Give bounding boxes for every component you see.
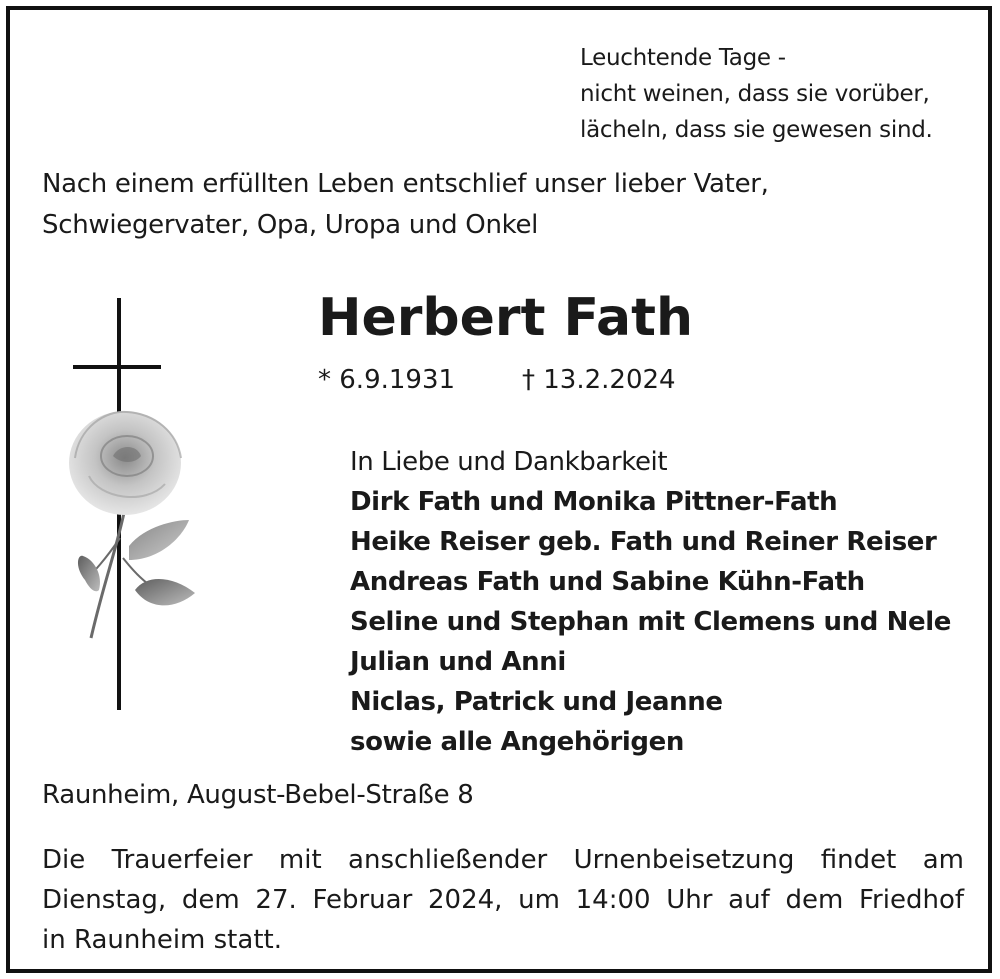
mourners-list xyxy=(350,442,951,762)
mourner-line: Niclas, Patrick und Jeanne xyxy=(350,687,723,717)
quote-line: nicht weinen, dass sie vorüber, xyxy=(580,81,930,107)
memorial-quote xyxy=(580,40,933,148)
mourner-line: Seline und Stephan mit Clemens und Nele xyxy=(350,607,951,637)
funeral-service-info xyxy=(42,840,964,960)
death-date: † 13.2.2024 xyxy=(522,365,676,395)
family-address: Raunheim, August-Bebel-Straße 8 xyxy=(42,780,474,810)
announcement-intro xyxy=(42,164,769,246)
obituary-frame xyxy=(6,6,992,973)
intro-line: Schwiegervater, Opa, Uropa und Onkel xyxy=(42,210,539,240)
service-line: in Raunheim statt. xyxy=(42,925,282,955)
rose-icon xyxy=(69,411,195,638)
mourners-intro: In Liebe und Dankbarkeit xyxy=(350,447,668,477)
cross-and-rose-emblem xyxy=(65,298,205,710)
quote-line: lächeln, dass sie gewesen sind. xyxy=(580,117,933,143)
quote-line: Leuchtende Tage - xyxy=(580,45,786,71)
service-line: Dienstag, dem 27. Februar 2024, um 14:00 Uhr auf dem Friedhof xyxy=(42,885,964,915)
mourner-line: Andreas Fath und Sabine Kühn-Fath xyxy=(350,567,865,597)
life-dates xyxy=(318,365,676,395)
mourner-line: Heike Reiser geb. Fath und Reiner Reiser xyxy=(350,527,937,557)
mourner-line: sowie alle Angehörigen xyxy=(350,727,684,757)
service-line: Die Trauerfeier mit anschließender Urnenbeisetzung findet am xyxy=(42,845,964,875)
birth-date: * 6.9.1931 xyxy=(318,365,456,395)
deceased-name: Herbert Fath xyxy=(318,288,693,348)
mourner-line: Dirk Fath und Monika Pittner-Fath xyxy=(350,487,838,517)
mourner-line: Julian und Anni xyxy=(350,647,566,677)
intro-line: Nach einem erfüllten Leben entschlief unser lieber Vater, xyxy=(42,169,769,199)
